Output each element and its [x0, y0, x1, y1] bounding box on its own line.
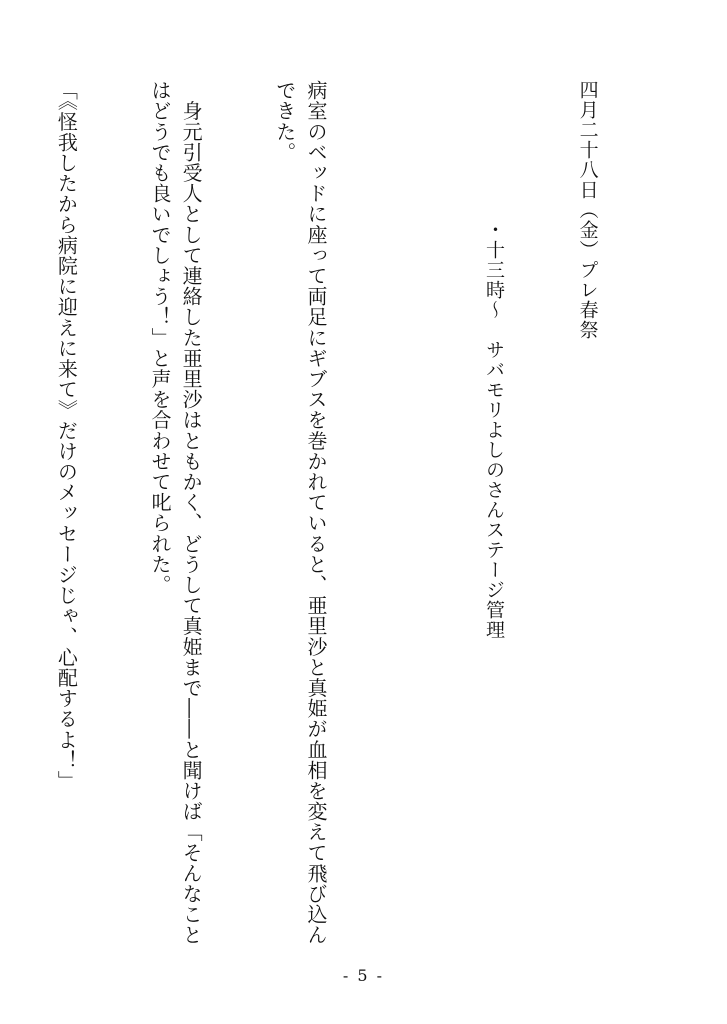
paragraph: 身元引受人として連絡した亜里沙はともかく、どうして真姫まで――と聞けば「そんなことはどうでも良いでしょう！」と声を合わせて叱られた。	[147, 80, 204, 946]
paragraph: 病室のベッドに座って両足にギブスを巻かれていると、亜里沙と真姫が血相を変えて飛び込んできた。	[272, 80, 328, 946]
vertical-text-block	[0, 80, 665, 960]
chapter-subtitle: ・十三時～ サバモリよしのさんステージ管理	[482, 220, 505, 640]
page-number: - 5 -	[342, 966, 385, 985]
paragraph: 「《怪我したから病院に迎えに来て》だけのメッセージじゃ、心配するよ！」	[54, 80, 79, 791]
heading-spacer	[393, 80, 415, 960]
chapter-title: 四月二十八日（金）プレ春祭	[576, 80, 599, 340]
